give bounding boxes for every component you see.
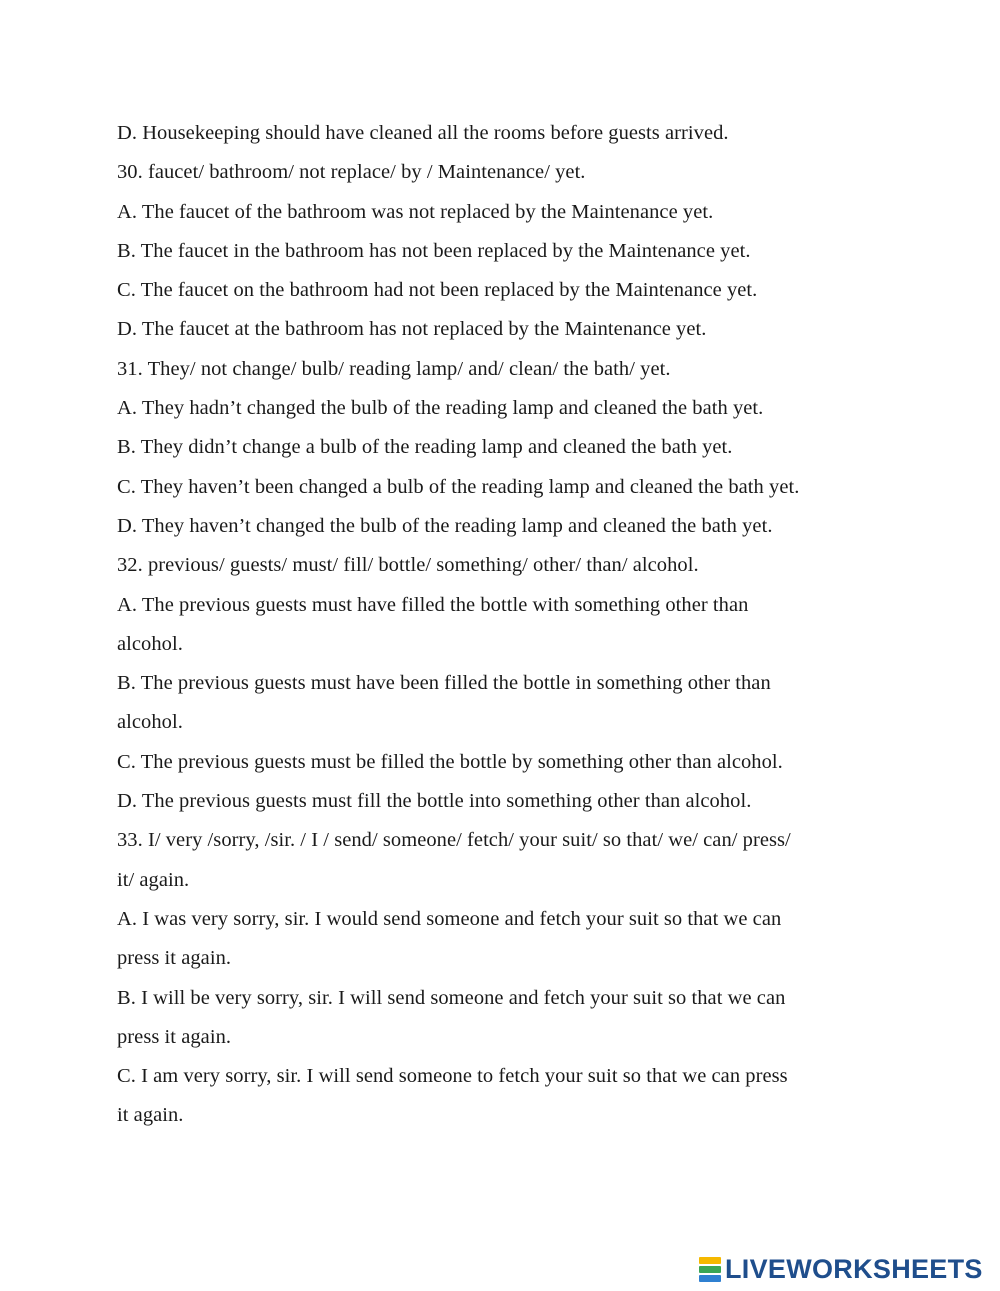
answer-option-d-31: D. They haven’t changed the bulb of the reading lamp and cleaned the bath yet. xyxy=(117,514,773,537)
answer-option-b-33-continued: press it again. xyxy=(117,1025,232,1048)
question-31: 31. They/ not change/ bulb/ reading lamp/ and/ clean/ the bath/ yet. xyxy=(117,357,671,380)
answer-option-c-33: C. I am very sorry, sir. I will send someone to fetch your suit so that we can press xyxy=(117,1065,788,1088)
answer-option-c-30: C. The faucet on the bathroom had not been replaced by the Maintenance yet. xyxy=(117,279,758,302)
question-33: 33. I/ very /sorry, /sir. / I / send/ someone/ fetch/ your suit/ so that/ we/ can/ press/ xyxy=(117,829,791,852)
question-33-continued: it/ again. xyxy=(117,868,190,891)
answer-option-c-32: C. The previous guests must be filled the bottle by something other than alcohol. xyxy=(117,750,783,773)
logo-text: LIVEWORKSHEETS xyxy=(725,1254,983,1284)
answer-option-d-30: D. The faucet at the bathroom has not replaced by the Maintenance yet. xyxy=(117,318,707,341)
logo-bar-yellow xyxy=(699,1257,721,1264)
answer-option-c-31: C. They haven’t been changed a bulb of the reading lamp and cleaned the bath yet. xyxy=(117,475,800,498)
question-30: 30. faucet/ bathroom/ not replace/ by / Maintenance/ yet. xyxy=(117,161,586,184)
answer-option-a-32-continued: alcohol. xyxy=(117,632,183,655)
logo-bar-blue xyxy=(699,1275,721,1282)
answer-option-a-33-continued: press it again. xyxy=(117,947,232,970)
liveworksheets-logo-icon xyxy=(699,1256,721,1282)
answer-option-a-33: A. I was very sorry, sir. I would send someone and fetch your suit so that we can xyxy=(117,907,782,930)
answer-option-d-29: D. Housekeeping should have cleaned all the rooms before guests arrived. xyxy=(117,122,729,144)
answer-option-b-33: B. I will be very sorry, sir. I will send someone and fetch your suit so that we can xyxy=(117,986,786,1009)
answer-option-c-33-continued: it again. xyxy=(117,1104,184,1127)
worksheet-text xyxy=(117,114,887,1136)
liveworksheets-logo xyxy=(699,1254,983,1284)
answer-option-b-32-continued: alcohol. xyxy=(117,711,183,734)
answer-option-b-32: B. The previous guests must have been filled the bottle in something other than xyxy=(117,672,771,695)
answer-option-a-31: A. They hadn’t changed the bulb of the reading lamp and cleaned the bath yet. xyxy=(117,397,764,420)
answer-option-d-32: D. The previous guests must fill the bottle into something other than alcohol. xyxy=(117,790,752,813)
answer-option-b-30: B. The faucet in the bathroom has not been replaced by the Maintenance yet. xyxy=(117,239,751,262)
answer-option-a-30: A. The faucet of the bathroom was not replaced by the Maintenance yet. xyxy=(117,200,714,223)
question-32: 32. previous/ guests/ must/ fill/ bottle/ something/ other/ than/ alcohol. xyxy=(117,554,699,577)
logo-bar-green xyxy=(699,1266,721,1273)
answer-option-a-32: A. The previous guests must have filled the bottle with something other than xyxy=(117,593,749,616)
answer-option-b-31: B. They didn’t change a bulb of the reading lamp and cleaned the bath yet. xyxy=(117,436,733,459)
